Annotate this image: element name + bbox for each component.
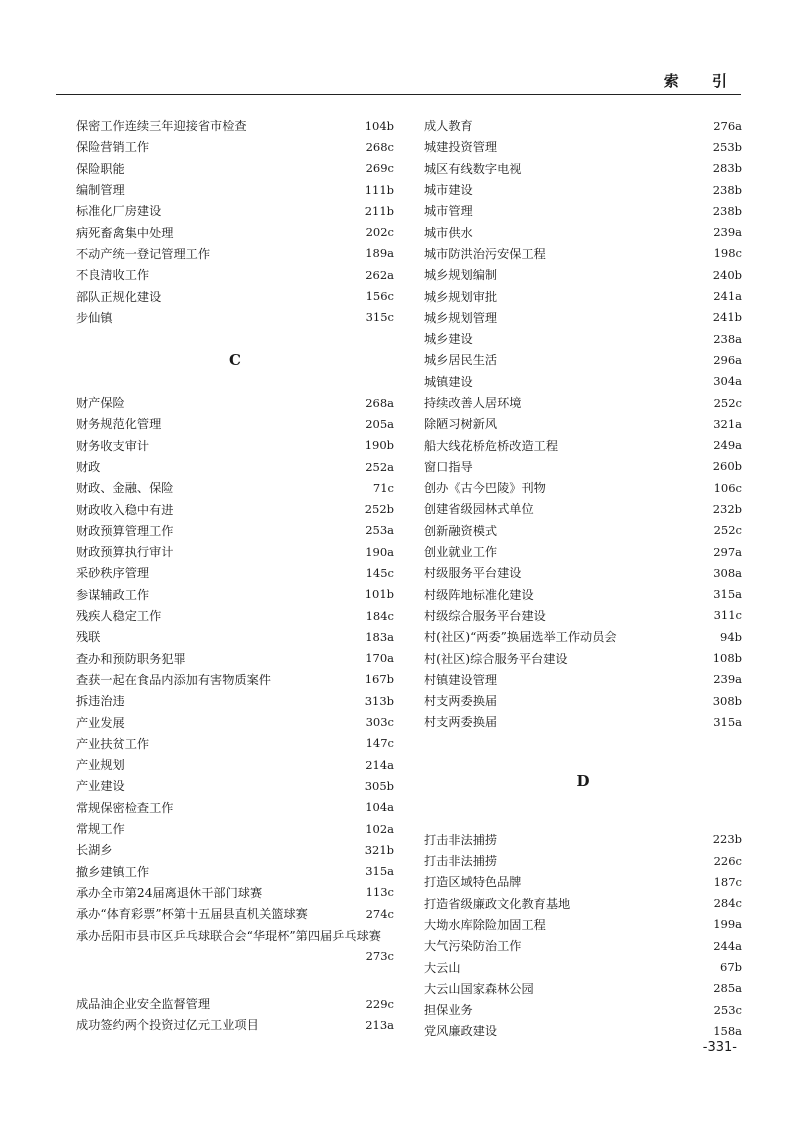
index-page: 269c [365, 161, 394, 176]
index-entry [424, 871, 742, 892]
index-entry [424, 413, 742, 434]
index-entry [76, 392, 394, 413]
index-page: 315a [713, 714, 742, 729]
index-term: 保险职能 [76, 161, 125, 176]
index-page: 260b [712, 459, 742, 474]
index-entry [424, 243, 742, 264]
index-term: 保险营销工作 [76, 140, 150, 155]
index-entry [76, 775, 394, 796]
index-page: 313b [364, 693, 394, 708]
index-page: 284c [713, 896, 742, 911]
index-entry [76, 477, 394, 498]
index-entry [76, 562, 394, 583]
index-page: 252b [364, 502, 394, 517]
index-entry [424, 647, 742, 668]
index-term: 村级阵地标准化建设 [424, 587, 534, 602]
index-entry [76, 690, 394, 711]
index-entry [424, 978, 742, 999]
index-page: 285a [713, 981, 742, 996]
index-page: 102a [365, 821, 394, 836]
index-page: 252c [713, 395, 742, 410]
index-term: 村支两委换届 [424, 694, 498, 709]
index-entry [76, 861, 394, 882]
index-entry [76, 200, 394, 221]
index-entry [76, 669, 394, 690]
left-column [76, 115, 394, 1036]
index-page: 71c [372, 480, 394, 495]
index-page: 244a [713, 938, 742, 953]
index-entry [424, 711, 742, 732]
index-entry [76, 626, 394, 647]
index-page: 94b [720, 629, 742, 644]
header-title: 索 引 [663, 72, 741, 90]
spacer [76, 967, 394, 993]
index-term: 残联 [76, 630, 101, 645]
index-term: 村(社区)综合服务平台建设 [424, 651, 568, 666]
index-entry [76, 797, 394, 818]
index-entry [76, 115, 394, 136]
index-term: 财产保险 [76, 396, 125, 411]
index-term: 步仙镇 [76, 310, 113, 325]
index-page: 321b [364, 842, 394, 857]
index-term: 窗口指导 [424, 459, 473, 474]
index-page: 253a [365, 523, 394, 538]
index-term: 村(社区)“两委”换届选举工作动员会 [424, 630, 617, 645]
index-entry [424, 914, 742, 935]
index-page: 253b [712, 139, 742, 154]
index-term: 承办岳阳市县市区乒乓球联合会“华琨杯”第四届乒乓球赛 [76, 928, 381, 943]
index-page: 113c [365, 885, 394, 900]
index-term: 城区有线数字电视 [424, 161, 522, 176]
index-entry [76, 648, 394, 669]
index-term: 城市管理 [424, 204, 473, 219]
index-page: 156c [365, 289, 394, 304]
index-entry [76, 605, 394, 626]
index-term: 产业规划 [76, 758, 125, 773]
index-term: 标准化厂房建设 [76, 204, 162, 219]
index-term: 参谋辅政工作 [76, 587, 150, 602]
index-page: 311c [713, 608, 742, 623]
index-page: 199a [713, 917, 742, 932]
index-term: 城乡规划编制 [424, 268, 498, 283]
index-page: 101b [364, 587, 394, 602]
index-term: 产业扶贫工作 [76, 736, 150, 751]
index-term: 打造省级廉政文化教育基地 [424, 896, 571, 911]
index-entry [76, 136, 394, 157]
index-page: 274c [365, 906, 394, 921]
index-term: 打击非法捕捞 [424, 854, 498, 869]
index-page: 241a [713, 289, 742, 304]
index-page: 229c [365, 996, 394, 1011]
index-term: 财政、金融、保险 [76, 481, 174, 496]
index-term: 产业建设 [76, 779, 125, 794]
index-page: 205a [365, 416, 394, 431]
index-page: 252c [713, 523, 742, 538]
index-term: 采砂秩序管理 [76, 566, 150, 581]
index-page: 213a [365, 1017, 394, 1032]
index-page: 268a [365, 395, 394, 410]
index-entry [76, 285, 394, 306]
index-entry [76, 754, 394, 775]
index-page: 184c [365, 608, 394, 623]
index-page: 170a [365, 651, 394, 666]
index-entry [76, 584, 394, 605]
index-entry [76, 839, 394, 860]
index-page: 187c [713, 874, 742, 889]
index-page: 211b [364, 203, 394, 218]
section-letter-c: C [229, 350, 241, 369]
index-term: 城市防洪治污安保工程 [424, 246, 546, 261]
index-page: 190a [365, 544, 394, 559]
index-term: 村支两委换届 [424, 715, 498, 730]
index-page: 315a [713, 587, 742, 602]
index-page: 241b [712, 310, 742, 325]
index-page: 268c [365, 139, 394, 154]
index-entry [76, 711, 394, 732]
index-page: 190b [364, 438, 394, 453]
index-entry [76, 541, 394, 562]
index-term: 成功签约两个投资过亿元工业项目 [76, 1018, 259, 1033]
page-number: -331- [702, 1040, 737, 1055]
index-entry [424, 456, 742, 477]
index-entry [76, 818, 394, 839]
index-term: 船大线花桥危桥改造工程 [424, 438, 559, 453]
index-page: 238a [713, 331, 742, 346]
index-term: 查办和预防职务犯罪 [76, 651, 186, 666]
index-entry [76, 882, 394, 903]
index-term: 不良清收工作 [76, 268, 150, 283]
index-page: 147c [365, 736, 394, 751]
index-entry [424, 349, 742, 370]
index-entry [424, 498, 742, 519]
index-page: 273c [365, 949, 394, 964]
index-entry [424, 520, 742, 541]
index-page: 252a [365, 459, 394, 474]
index-term: 撤乡建镇工作 [76, 864, 150, 879]
left-group-b [76, 115, 394, 328]
index-entry [424, 392, 742, 413]
index-term: 财政预算执行审计 [76, 545, 174, 560]
index-entry [424, 285, 742, 306]
index-entry [424, 541, 742, 562]
index-term: 持续改善人居环境 [424, 396, 522, 410]
index-term: 城镇建设 [424, 374, 473, 389]
index-page: 67b [720, 960, 742, 975]
index-page: 198c [713, 246, 742, 261]
index-term: 大云山国家森林公园 [424, 981, 534, 996]
index-term: 村级服务平台建设 [424, 566, 522, 581]
index-page: 238b [712, 182, 742, 197]
index-term: 城市供水 [424, 225, 473, 240]
index-entry [424, 179, 742, 200]
index-entry [424, 829, 742, 850]
index-term: 城乡居民生活 [424, 353, 498, 368]
index-term: 财务收支审计 [76, 438, 150, 453]
index-page: 145c [365, 565, 394, 580]
left-group-c [76, 392, 394, 924]
index-term: 财政收入稳中有进 [76, 502, 174, 517]
index-term: 承办全市第24届离退休干部门球赛 [76, 885, 263, 900]
right-group-d [424, 829, 742, 1042]
index-term: 不动产统一登记管理工作 [76, 246, 211, 261]
index-term: 打击非法捕捞 [424, 832, 498, 847]
index-entry [424, 328, 742, 349]
index-term: 部队正规化建设 [76, 289, 162, 304]
index-entry [76, 243, 394, 264]
index-page: 297a [713, 544, 742, 559]
index-page: 262a [365, 267, 394, 282]
index-entry [76, 993, 394, 1014]
index-entry [76, 179, 394, 200]
index-term: 打造区域特色品牌 [424, 875, 522, 890]
index-page: 253c [713, 1002, 742, 1017]
index-entry [424, 264, 742, 285]
index-entry [424, 584, 742, 605]
index-entry [76, 903, 394, 924]
index-page: 296a [713, 352, 742, 367]
index-entry [424, 371, 742, 392]
index-term: 编制管理 [76, 183, 125, 198]
index-page: 283b [712, 161, 742, 176]
index-page: 214a [365, 757, 394, 772]
index-entry [424, 115, 742, 136]
index-term: 常规工作 [76, 822, 125, 837]
index-page: 108b [712, 651, 742, 666]
index-page: 321a [713, 416, 742, 431]
index-entry [76, 264, 394, 285]
index-term: 城乡规划审批 [424, 289, 498, 304]
index-page: 239a [713, 672, 742, 687]
index-page: 315a [365, 864, 394, 879]
index-page: 202c [365, 225, 394, 240]
index-entry [424, 477, 742, 498]
index-term: 党风廉政建设 [424, 1024, 498, 1039]
left-group-c-tail [76, 993, 394, 1036]
index-term: 城市建设 [424, 183, 473, 198]
index-term: 长湖乡 [76, 843, 113, 858]
index-term: 创新融资模式 [424, 523, 498, 538]
index-page: 232b [712, 501, 742, 516]
index-entry [424, 850, 742, 871]
index-entry-continuation [76, 946, 394, 967]
index-term: 大气污染防治工作 [424, 939, 522, 954]
index-entry [424, 935, 742, 956]
index-page: 104b [364, 118, 394, 133]
index-entry [424, 893, 742, 914]
header-rule [56, 94, 741, 95]
index-entry [76, 1014, 394, 1035]
index-entry [424, 221, 742, 242]
index-entry [76, 158, 394, 179]
index-term: 担保业务 [424, 1003, 473, 1018]
index-page: 276a [713, 118, 742, 133]
index-page: 239a [713, 225, 742, 240]
index-entry [76, 924, 394, 945]
index-term: 城乡规划管理 [424, 310, 498, 325]
index-page: 189a [365, 246, 394, 261]
index-page: 238b [712, 203, 742, 218]
index-page: 308a [713, 565, 742, 580]
index-entry [424, 136, 742, 157]
index-entry [424, 200, 742, 221]
index-entry [76, 733, 394, 754]
index-term: 成人教育 [424, 119, 473, 134]
index-term: 常规保密检查工作 [76, 800, 174, 815]
index-term: 大云山 [424, 960, 461, 975]
index-entry [424, 434, 742, 455]
index-entry [424, 562, 742, 583]
index-page: 223b [712, 832, 742, 847]
index-term: 财务规范化管理 [76, 417, 162, 432]
index-page: 308b [712, 693, 742, 708]
index-page: 158a [713, 1023, 742, 1038]
right-column [424, 115, 742, 1042]
index-term: 村级综合服务平台建设 [424, 608, 546, 623]
index-entry [76, 435, 394, 456]
index-page: 315c [365, 310, 394, 325]
index-entry [76, 307, 394, 328]
index-entry [76, 456, 394, 477]
index-term: 成品油企业安全监督管理 [76, 997, 211, 1012]
index-entry [424, 1020, 742, 1041]
index-entry [76, 498, 394, 519]
index-entry [424, 999, 742, 1020]
right-group-c [424, 115, 742, 733]
index-term: 产业发展 [76, 715, 125, 730]
index-term: 保密工作连续三年迎接省市检查 [76, 119, 247, 134]
index-entry [424, 158, 742, 179]
index-term: 残疾人稳定工作 [76, 609, 162, 624]
index-term: 大坳水库除险加固工程 [424, 917, 546, 932]
index-term: 查获一起在食品内添加有害物质案件 [76, 672, 271, 687]
index-page: 249a [713, 438, 742, 453]
index-page: 305b [364, 778, 394, 793]
index-page: 104a [365, 800, 394, 815]
index-entry [424, 605, 742, 626]
index-term: 创办《古今巴陵》刊物 [424, 481, 546, 496]
index-term: 财政 [76, 460, 101, 474]
index-term: 病死畜禽集中处理 [76, 225, 174, 240]
index-entry [424, 690, 742, 711]
index-entry [424, 956, 742, 977]
index-entry [424, 669, 742, 690]
index-entry [76, 413, 394, 434]
index-term: 拆违治违 [76, 694, 125, 709]
index-term: 创建省级园林式单位 [424, 502, 534, 517]
index-entry [424, 307, 742, 328]
index-entry [424, 626, 742, 647]
index-page: 304a [713, 374, 742, 389]
index-entry [76, 520, 394, 541]
index-page: 183a [365, 629, 394, 644]
index-term: 除陋习树新风 [424, 417, 498, 432]
index-page: 303c [365, 715, 394, 730]
index-term: 城建投资管理 [424, 140, 498, 155]
index-term: 承办“体育彩票”杯第十五届县直机关篮球赛 [76, 907, 308, 922]
index-page: 167b [364, 672, 394, 687]
index-term: 村镇建设管理 [424, 672, 498, 687]
index-term: 财政预算管理工作 [76, 523, 174, 538]
index-page: 111b [364, 182, 394, 197]
index-entry [76, 221, 394, 242]
index-page: 106c [713, 480, 742, 495]
index-term: 创业就业工作 [424, 545, 498, 560]
section-letter-d: D [576, 771, 590, 790]
index-page: 240b [712, 267, 742, 282]
index-term: 城乡建设 [424, 332, 473, 347]
index-page: 226c [713, 853, 742, 868]
